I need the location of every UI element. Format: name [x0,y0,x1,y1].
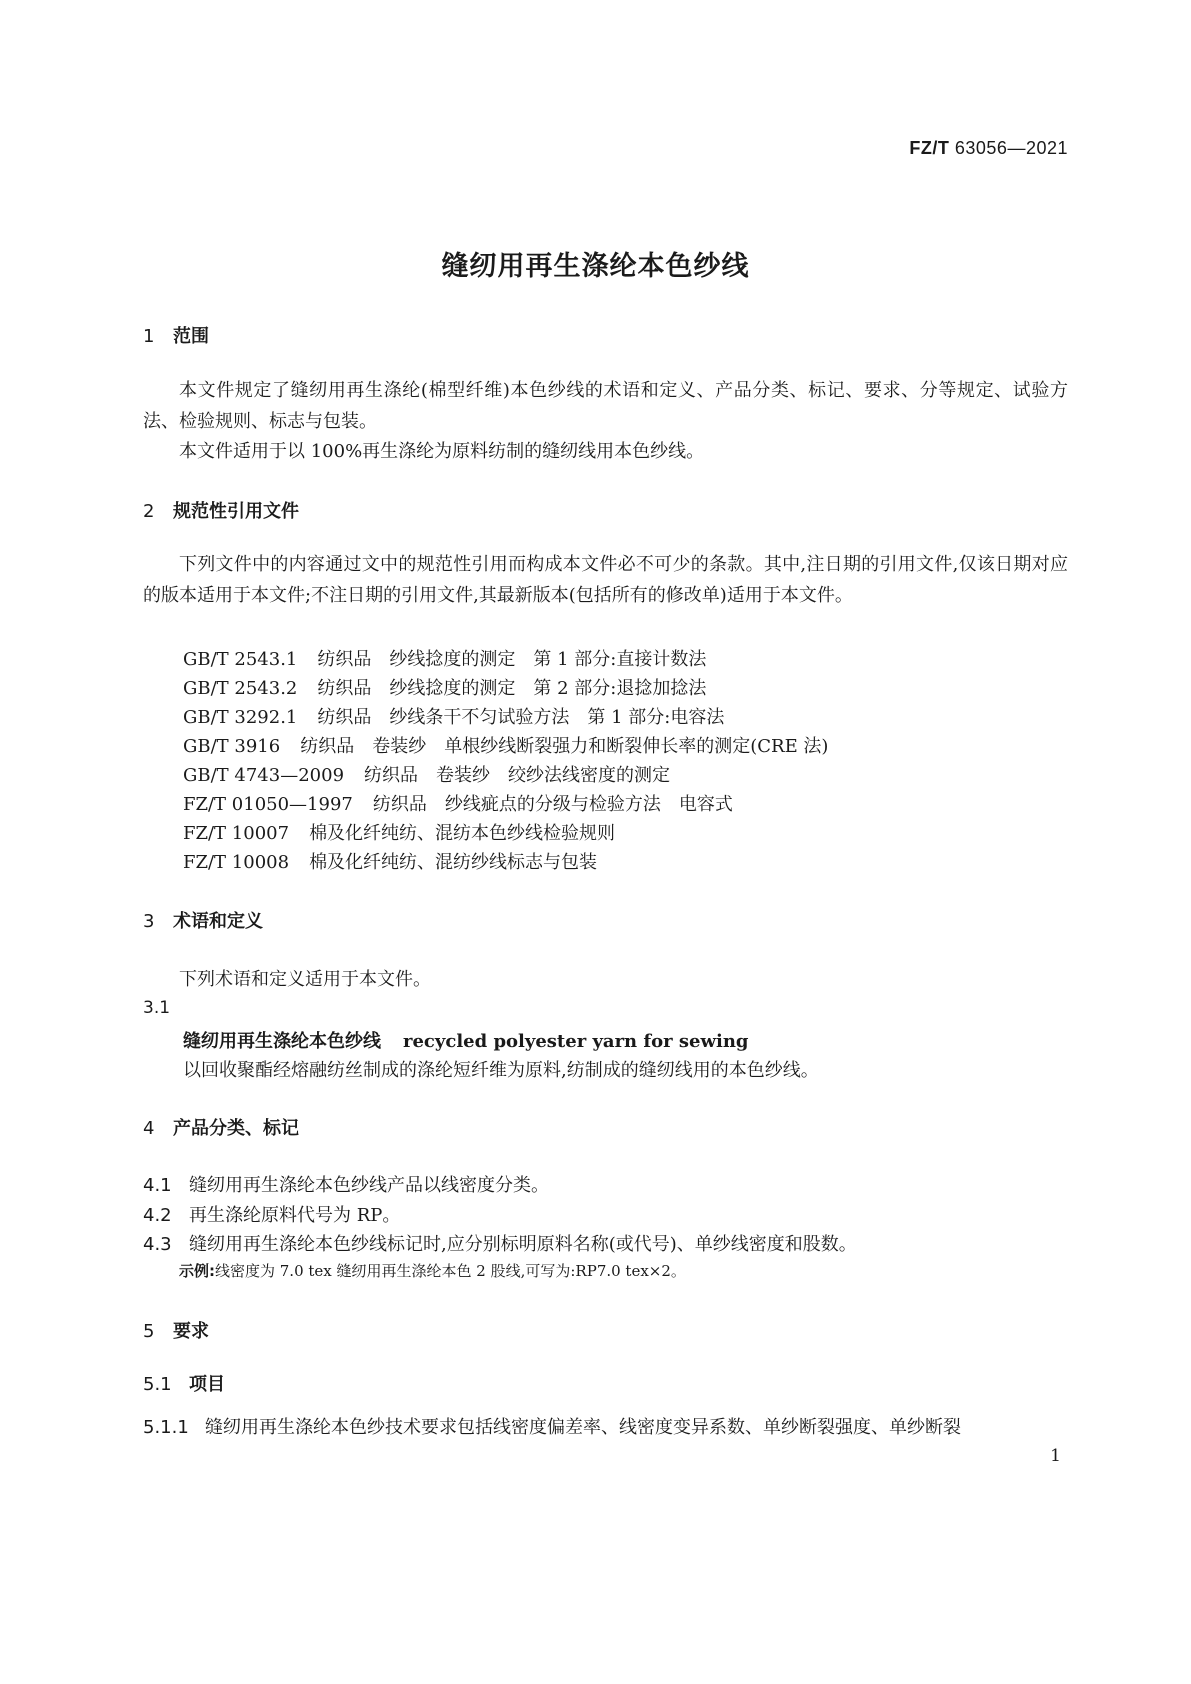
page-number: 1 [1050,1446,1061,1466]
reference-code: FZ/T 10007 [183,823,290,844]
section-number: 4 [143,1118,155,1139]
section-number: 2 [143,501,155,522]
reference-item [183,674,706,700]
reference-code: GB/T 4743—2009 [183,765,345,786]
clause-number: 5.1.1 [143,1417,189,1438]
clause-number: 4.1 [143,1175,172,1196]
standard-code [909,138,1068,159]
term-english: recycled polyester yarn for sewing [403,1031,749,1052]
section-number: 3 [143,911,155,932]
section-5-heading [143,1317,209,1343]
reference-title: 棉及化纤纯纺、混纺本色纱线检验规则 [309,823,616,844]
term-chinese: 缝纫用再生涤纶本色纱线 [183,1031,381,1052]
term-number: 3.1 [143,998,171,1018]
reference-title: 纺织品 卷装纱 单根纱线断裂强力和断裂伸长率的测定(CRE 法) [300,736,829,757]
reference-item [183,703,724,729]
term-entry [183,1027,749,1053]
reference-title: 纺织品 纱线捻度的测定 第 2 部分:退捻加捻法 [317,678,707,699]
reference-title: 纺织品 纱线捻度的测定 第 1 部分:直接计数法 [317,649,707,670]
clause-text: 缝纫用再生涤纶本色纱线标记时,应分别标明原料名称(或代号)、单纱线密度和股数。 [189,1234,857,1255]
clause-number: 4.3 [143,1234,172,1255]
example-label: 示例: [179,1262,215,1280]
example-text: 线密度为 7.0 tex 缝纫用再生涤纶本色 2 股线,可写为:RP7.0 tex×2。 [215,1262,686,1280]
clause-4-3 [143,1230,857,1256]
reference-code: FZ/T 01050—1997 [183,794,353,815]
reference-title: 纺织品 卷装纱 绞纱法线密度的测定 [364,765,671,786]
subsection-label: 项目 [189,1374,225,1395]
section-label: 术语和定义 [173,911,263,932]
reference-item [183,819,615,845]
reference-title: 棉及化纤纯纺、混纺纱线标志与包装 [309,852,598,873]
reference-item [183,645,706,671]
reference-item [183,761,670,787]
clause-text: 再生涤纶原料代号为 RP。 [189,1205,401,1226]
section-label: 要求 [173,1321,209,1342]
section-4-heading [143,1114,299,1140]
section-2-heading [143,497,299,523]
reference-code: GB/T 2543.2 [183,678,298,699]
section-number: 5 [143,1321,155,1342]
subsection-5-1-heading [143,1370,225,1396]
reference-title: 纺织品 纱线条干不匀试验方法 第 1 部分:电容法 [317,707,725,728]
clause-text: 缝纫用再生涤纶本色纱线产品以线密度分类。 [189,1175,549,1196]
reference-code: GB/T 2543.1 [183,649,298,670]
reference-code: GB/T 3292.1 [183,707,298,728]
clause-4-2 [143,1201,400,1227]
reference-title: 纺织品 纱线疵点的分级与检验方法 电容式 [372,794,733,815]
section-label: 范围 [173,326,209,347]
standard-code-number: 63056—2021 [954,138,1068,158]
section-number: 1 [143,326,155,347]
reference-item [183,732,828,758]
reference-code: GB/T 3916 [183,736,281,757]
term-definition: 以回收聚酯经熔融纺丝制成的涤纶短纤维为原料,纺制成的缝纫线用的本色纱线。 [183,1060,819,1081]
section-3-intro: 下列术语和定义适用于本文件。 [179,969,431,990]
example-note [179,1260,686,1281]
clause-text: 缝纫用再生涤纶本色纱技术要求包括线密度偏差率、线密度变异系数、单纱断裂强度、单纱断裂 [205,1417,961,1438]
section-1-paragraph-2: 本文件适用于以 100%再生涤纶为原料纺制的缝纫线用本色纱线。 [179,441,705,462]
reference-item [183,848,597,874]
subsection-number: 5.1 [143,1374,172,1395]
section-3-heading [143,907,263,933]
document-title: 缝纫用再生涤纶本色纱线 [441,251,750,282]
standard-code-prefix: FZ/T [909,138,950,158]
clause-5-1-1 [143,1413,961,1439]
clause-4-1 [143,1171,549,1197]
clause-number: 4.2 [143,1205,172,1226]
section-1-heading [143,322,209,348]
reference-item [183,790,733,816]
section-1-paragraph-1: 本文件规定了缝纫用再生涤纶(棉型纤维)本色纱线的术语和定义、产品分类、标记、要求、分等规定、试验方法、检验规则、标志与包装。 [143,380,1068,432]
section-label: 产品分类、标记 [173,1118,299,1139]
section-2-paragraph-1: 下列文件中的内容通过文中的规范性引用而构成本文件必不可少的条款。其中,注日期的引用文件,仅该日期对应的版本适用于本文件;不注日期的引用文件,其最新版本(包括所有的修改单)适用于本文件。 [143,554,1068,606]
section-label: 规范性引用文件 [173,501,299,522]
reference-code: FZ/T 10008 [183,852,290,873]
